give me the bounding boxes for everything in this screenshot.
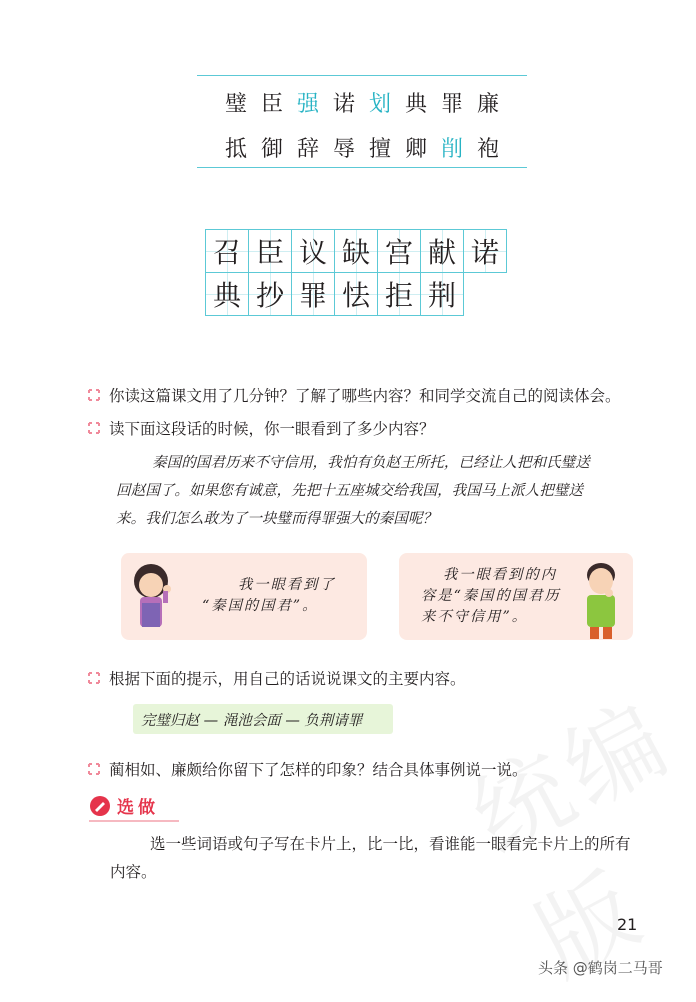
read-characters-box (197, 75, 527, 168)
read-character: 抵 (224, 137, 247, 162)
page-number: 21 (617, 915, 638, 934)
write-characters-grid (206, 230, 507, 316)
read-character: 卿 (404, 137, 427, 162)
read-character: 罪 (440, 92, 463, 117)
bubble-boy-line: 来不守信用”。 (421, 609, 529, 625)
exercise-bullet-icon (86, 670, 102, 686)
top-rule (197, 75, 527, 76)
read-character: 典 (404, 92, 427, 117)
source-credit: 头条 @鹤岗二马哥 (538, 959, 663, 977)
write-character-cell: 怯 (334, 272, 378, 316)
write-character-cell: 召 (205, 229, 249, 273)
exercise-bullet-icon (86, 420, 102, 436)
boy-illustration (575, 557, 627, 639)
read-character: 辞 (296, 137, 319, 162)
exercise-bullet-icon (86, 387, 102, 403)
optional-label: 选做 (117, 798, 159, 818)
write-character-cell: 荆 (420, 272, 464, 316)
write-character-cell: 典 (205, 272, 249, 316)
girl-illustration (127, 559, 177, 639)
write-character-cell: 罪 (291, 272, 335, 316)
bubble-boy-line: 我一眼看到的内 (443, 567, 558, 583)
speech-bubble-girl (121, 553, 367, 640)
read-character: 臣 (260, 92, 283, 117)
passage (116, 449, 648, 533)
read-character: 御 (260, 137, 283, 162)
read-character: 强 (296, 92, 319, 117)
exercise-4-text: 蔺相如、廉颇给你留下了怎样的印象？结合具体事例说一说。 (109, 761, 528, 779)
optional-text-line: 内容。 (110, 863, 157, 881)
read-chars-row-2 (197, 132, 527, 163)
read-chars-row-1 (197, 87, 527, 118)
speech-bubble-boy (399, 553, 633, 640)
read-character: 诺 (332, 92, 355, 117)
write-character-cell: 臣 (248, 229, 292, 273)
bubble-girl-line: 我一眼看到了 (238, 577, 336, 593)
exercise-2-text: 读下面这段话的时候，你一眼看到了多少内容？ (109, 420, 435, 438)
exercise-3 (86, 667, 466, 689)
passage-line: 回赵国了。如果您有诚意，先把十五座城交给我国，我国马上派人把璧送 (116, 482, 584, 499)
write-character-cell: 拒 (377, 272, 421, 316)
exercise-3-text: 根据下面的提示，用自己的话说说课文的主要内容。 (109, 670, 466, 688)
write-character-cell: 宫 (377, 229, 421, 273)
write-character-cell: 诺 (463, 229, 507, 273)
exercise-2 (86, 417, 435, 439)
bottom-rule (197, 167, 527, 168)
read-character: 廉 (476, 92, 499, 117)
read-character: 璧 (224, 92, 247, 117)
bubble-boy-line: 容是“秦国的国君历 (421, 588, 561, 604)
grid-row-1 (206, 230, 507, 273)
hint-box: 完璧归赵 — 渑池会面 — 负荆请罪 (133, 704, 393, 734)
optional-underline (89, 820, 179, 822)
read-character: 划 (368, 92, 391, 117)
read-character: 削 (440, 137, 463, 162)
passage-line: 秦国的国君历来不守信用，我怕有负赵王所托，已经让人把和氏璧送 (152, 454, 590, 471)
watermark (445, 642, 696, 1002)
write-character-cell: 献 (420, 229, 464, 273)
optional-heading (89, 793, 159, 818)
grid-row-2 (206, 273, 507, 316)
write-character-cell: 缺 (334, 229, 378, 273)
exercise-1-text: 你读这篇课文用了几分钟？了解了哪些内容？和同学交流自己的阅读体会。 (109, 387, 621, 405)
read-character: 辱 (332, 137, 355, 162)
bubble-girl-line: “秦国的国君”。 (202, 598, 319, 614)
read-character: 袍 (476, 137, 499, 162)
pencil-badge-icon (89, 795, 111, 817)
exercise-1 (86, 384, 621, 406)
write-character-cell: 抄 (248, 272, 292, 316)
passage-line: 来。我们怎么敢为了一块璧而得罪强大的秦国呢？ (116, 510, 438, 527)
optional-text-line: 选一些词语或句子写在卡片上，比一比，看谁能一眼看完卡片上的所有 (150, 835, 631, 853)
write-character-cell: 议 (291, 229, 335, 273)
exercise-bullet-icon (86, 761, 102, 777)
read-character: 擅 (368, 137, 391, 162)
